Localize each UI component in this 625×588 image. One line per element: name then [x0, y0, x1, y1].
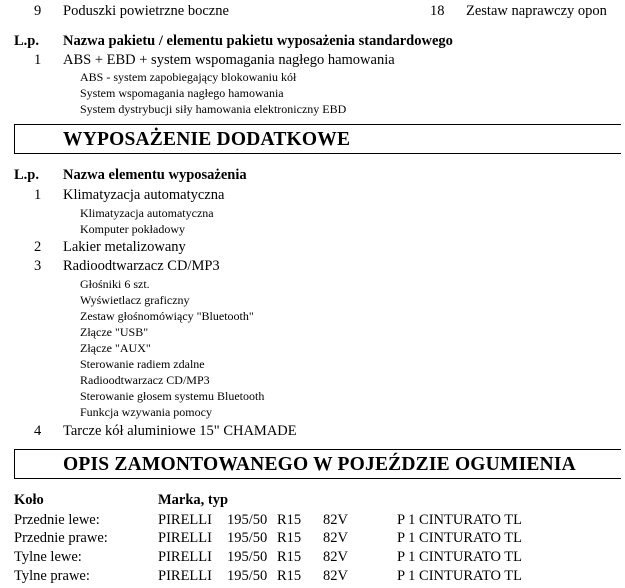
extra-sub-item: Radioodtwarzacz CD/MP3 — [80, 373, 210, 387]
extra-title-header: Nazwa elementu wyposażenia — [63, 167, 247, 183]
tire-wheel: Tylne prawe: — [14, 568, 90, 584]
standard-sub-item: ABS - system zapobiegający blokowaniu kół — [80, 70, 297, 84]
extra-item-number: 1 — [34, 187, 42, 203]
standard-item-number: 1 — [34, 52, 42, 68]
extra-lp-header: L.p. — [14, 167, 39, 183]
extra-sub-item: Wyświetlacz graficzny — [80, 293, 190, 307]
tire-size: 195/50 — [227, 512, 268, 528]
extra-item-number: 3 — [34, 258, 42, 274]
standard-sub-item: System wspomagania nagłego hamowania — [80, 86, 284, 100]
top-row-right-text: Zestaw naprawczy opon — [466, 3, 607, 19]
extra-item-name: Tarcze kół aluminiowe 15" CHAMADE — [63, 423, 297, 439]
extra-sub-item: Złącze "USB" — [80, 325, 149, 339]
extra-section-header-box — [14, 124, 621, 154]
extra-sub-item: Złącze "AUX" — [80, 341, 151, 355]
tire-model: P 1 CINTURATO TL — [397, 512, 523, 528]
tire-brand: PIRELLI — [158, 568, 212, 584]
tire-wheel: Przednie lewe: — [14, 512, 100, 528]
top-row-right-number: 18 — [430, 3, 445, 19]
extra-sub-item: Zestaw głośnomówiący "Bluetooth" — [80, 309, 254, 323]
tire-wheel: Tylne lewe: — [14, 549, 82, 565]
tire-rim: R15 — [277, 512, 302, 528]
tires-section-header-box — [14, 449, 621, 479]
top-row-left-number: 9 — [34, 3, 42, 19]
extra-item-name: Radioodtwarzacz CD/MP3 — [63, 258, 220, 274]
top-row-left-text: Poduszki powietrzne boczne — [63, 3, 229, 19]
extra-item-name: Klimatyzacja automatyczna — [63, 187, 225, 203]
extra-sub-item: Sterowanie głosem systemu Bluetooth — [80, 389, 265, 403]
tire-index: 82V — [323, 512, 348, 528]
standard-title-header: Nazwa pakietu / elementu pakietu wyposażenia standardowego — [63, 33, 453, 49]
extra-sub-item: Klimatyzacja automatyczna — [80, 206, 214, 220]
tire-index: 82V — [323, 568, 348, 584]
standard-sub-item: System dystrybucji siły hamowania elektroniczny EBD — [80, 102, 347, 116]
extra-section-title: WYPOSAŻENIE DODATKOWE — [63, 129, 351, 150]
extra-item-number: 4 — [34, 423, 42, 439]
extra-item-number: 2 — [34, 239, 42, 255]
tire-index: 82V — [323, 549, 348, 565]
tire-rim: R15 — [277, 568, 302, 584]
tire-size: 195/50 — [227, 549, 268, 565]
tire-model: P 1 CINTURATO TL — [397, 568, 523, 584]
tires-brand-header: Marka, typ — [158, 492, 229, 508]
tire-rim: R15 — [277, 530, 302, 546]
standard-lp-header: L.p. — [14, 33, 39, 49]
tire-size: 195/50 — [227, 568, 268, 584]
tire-model: P 1 CINTURATO TL — [397, 530, 523, 546]
extra-sub-item: Komputer pokładowy — [80, 222, 185, 236]
extra-item-name: Lakier metalizowany — [63, 239, 186, 255]
tires-section-title: OPIS ZAMONTOWANEGO W POJEŹDZIE OGUMIENIA — [63, 454, 576, 475]
tire-index: 82V — [323, 530, 348, 546]
tire-brand: PIRELLI — [158, 549, 212, 565]
tire-size: 195/50 — [227, 530, 268, 546]
tire-brand: PIRELLI — [158, 530, 212, 546]
tire-model: P 1 CINTURATO TL — [397, 549, 523, 565]
tire-rim: R15 — [277, 549, 302, 565]
extra-sub-item: Głośniki 6 szt. — [80, 277, 150, 291]
extra-sub-item: Sterowanie radiem zdalne — [80, 357, 205, 371]
extra-sub-item: Funkcja wzywania pomocy — [80, 405, 212, 419]
tire-wheel: Przednie prawe: — [14, 530, 108, 546]
tire-brand: PIRELLI — [158, 512, 212, 528]
standard-item-name: ABS + EBD + system wspomagania nagłego hamowania — [63, 52, 395, 68]
tires-wheel-header: Koło — [14, 492, 44, 508]
